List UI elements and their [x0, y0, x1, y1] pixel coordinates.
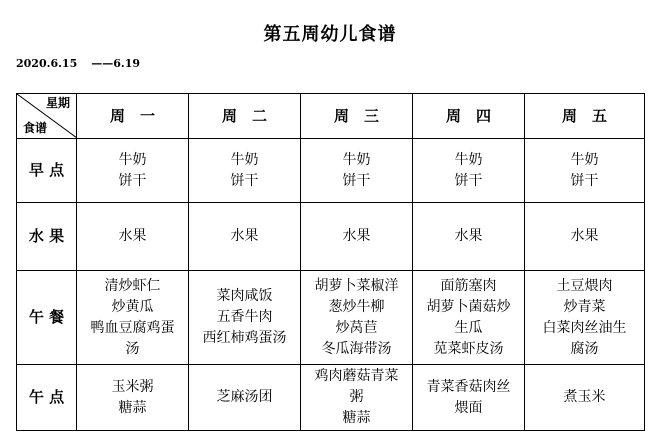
menu-cell: 牛奶 饼干 [189, 139, 301, 203]
meal-label: 午 餐 [17, 271, 77, 365]
menu-cell: 青菜香菇肉丝 煨面 [413, 365, 525, 431]
page-title: 第五周幼儿食谱 [263, 24, 397, 45]
date-range [16, 57, 140, 70]
menu-cell: 菜肉咸饭 五香牛肉 西红柿鸡蛋汤 [189, 271, 301, 365]
meal-label: 水 果 [17, 203, 77, 271]
menu-cell: 水果 [189, 203, 301, 271]
day-header: 周 四 [413, 94, 525, 139]
menu-table [16, 93, 645, 431]
menu-cell: 水果 [301, 203, 413, 271]
menu-cell: 水果 [77, 203, 189, 271]
menu-cell: 牛奶 饼干 [301, 139, 413, 203]
table-row [17, 365, 645, 431]
corner-cell [17, 94, 77, 139]
menu-cell: 牛奶 饼干 [77, 139, 189, 203]
day-header: 周 二 [189, 94, 301, 139]
menu-cell: 玉米粥 糖蒜 [77, 365, 189, 431]
menu-cell: 牛奶 饼干 [413, 139, 525, 203]
corner-bottom-label: 食谱 [23, 121, 48, 135]
day-header: 周 三 [301, 94, 413, 139]
date-start: 2020.6.15 [16, 57, 78, 70]
menu-cell: 胡萝卜菜椒洋 葱炒牛柳 炒莴苣 冬瓜海带汤 [301, 271, 413, 365]
header-row [17, 94, 645, 139]
corner-top-label: 星期 [45, 96, 70, 110]
day-header: 周 五 [525, 94, 645, 139]
menu-cell: 煮玉米 [525, 365, 645, 431]
table-row [17, 139, 645, 203]
menu-cell: 土豆煨肉 炒青菜 白菜肉丝油生 腐汤 [525, 271, 645, 365]
meal-label: 早 点 [17, 139, 77, 203]
menu-cell: 牛奶 饼干 [525, 139, 645, 203]
menu-cell: 水果 [525, 203, 645, 271]
menu-cell: 面筋塞肉 胡萝卜菌菇炒 生瓜 苋菜虾皮汤 [413, 271, 525, 365]
menu-cell: 鸡肉蘑菇青菜 粥 糖蒜 [301, 365, 413, 431]
menu-cell: 清炒虾仁 炒黄瓜 鸭血豆腐鸡蛋 汤 [77, 271, 189, 365]
table-row [17, 271, 645, 365]
table-row [17, 203, 645, 271]
date-end: ——6.19 [91, 57, 141, 70]
day-header: 周 一 [77, 94, 189, 139]
menu-cell: 芝麻汤团 [189, 365, 301, 431]
menu-cell: 水果 [413, 203, 525, 271]
meal-label: 午 点 [17, 365, 77, 431]
